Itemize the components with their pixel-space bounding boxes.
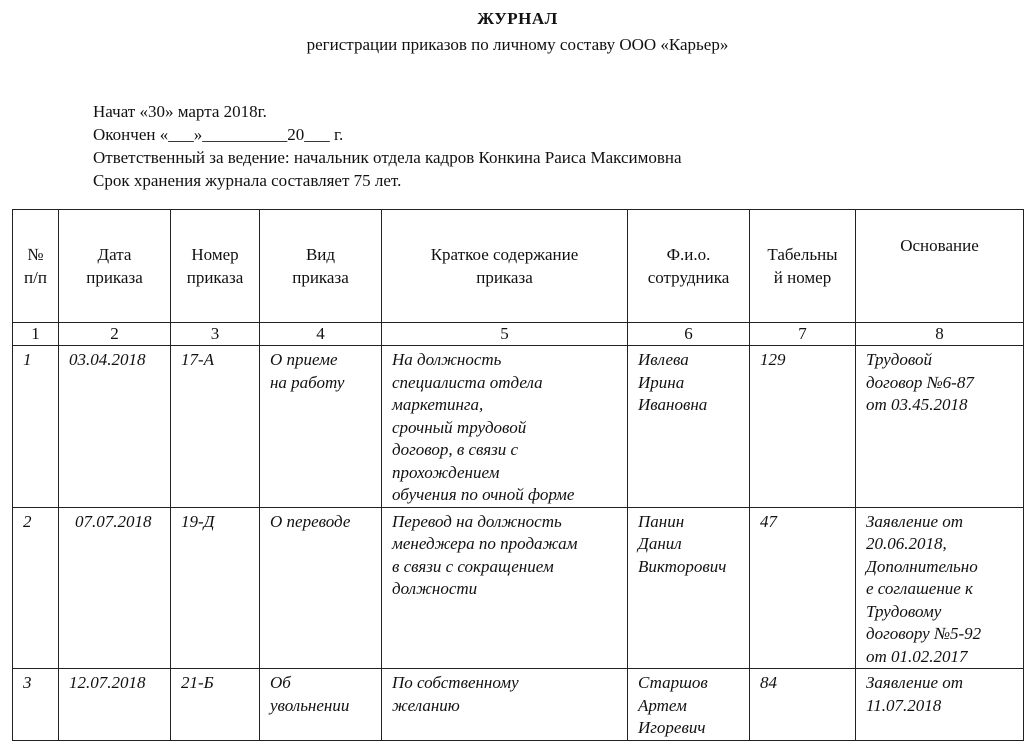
cell-num: 1 xyxy=(13,346,59,508)
table-header-row xyxy=(13,210,1024,323)
journal-meta xyxy=(93,100,682,192)
table-row xyxy=(13,669,1024,741)
cell-employee: Старшов Артем Игоревич xyxy=(628,669,750,741)
cell-tab-number: 129 xyxy=(750,346,856,508)
header-order-type: Вид приказа xyxy=(260,210,382,323)
cell-date: 12.07.2018 xyxy=(59,669,171,741)
column-number: 4 xyxy=(260,323,382,346)
header-num: № п/п xyxy=(13,210,59,323)
cell-tab-number: 47 xyxy=(750,507,856,669)
header-date: Дата приказа xyxy=(59,210,171,323)
journal-subtitle: регистрации приказов по личному составу ООО «Карьер» xyxy=(306,35,729,54)
header-tab-number: Табельны й номер xyxy=(750,210,856,323)
cell-order-type: Об увольнении xyxy=(260,669,382,741)
cell-order-type: О приеме на работу xyxy=(260,346,382,508)
cell-tab-number: 84 xyxy=(750,669,856,741)
header-order-number: Номер приказа xyxy=(171,210,260,323)
cell-summary: На должность специалиста отдела маркетинга, срочный трудовой договор, в связи с прохождением обучения по очной форме xyxy=(382,346,628,508)
cell-date: 03.04.2018 xyxy=(59,346,171,508)
cell-order-number: 17-А xyxy=(171,346,260,508)
cell-employee: Панин Данил Викторович xyxy=(628,507,750,669)
cell-basis: Заявление от 20.06.2018, Дополнительно е соглашение к Трудовому договору №5-92 от 01.02.2017 xyxy=(856,507,1024,669)
column-number: 1 xyxy=(13,323,59,346)
header-employee: Ф.и.о. сотрудника xyxy=(628,210,750,323)
cell-num: 2 xyxy=(13,507,59,669)
column-number: 8 xyxy=(856,323,1024,346)
meta-started: Начат «30» марта 2018г. xyxy=(93,102,267,121)
column-number: 6 xyxy=(628,323,750,346)
journal-title: ЖУРНАЛ xyxy=(477,9,558,28)
header-summary: Краткое содержание приказа xyxy=(382,210,628,323)
meta-finished: Окончен «___»__________20___ г. xyxy=(93,125,344,144)
cell-date: 07.07.2018 xyxy=(59,507,171,669)
column-number: 3 xyxy=(171,323,260,346)
table-row xyxy=(13,507,1024,669)
column-number: 5 xyxy=(382,323,628,346)
cell-employee: Ивлева Ирина Ивановна xyxy=(628,346,750,508)
column-number-row xyxy=(13,323,1024,346)
column-number: 7 xyxy=(750,323,856,346)
cell-basis: Трудовой договор №6-87 от 03.45.2018 xyxy=(856,346,1024,508)
header-basis: Основание xyxy=(856,210,1024,323)
cell-num: 3 xyxy=(13,669,59,741)
column-number: 2 xyxy=(59,323,171,346)
cell-order-number: 21-Б xyxy=(171,669,260,741)
cell-order-number: 19-Д xyxy=(171,507,260,669)
cell-summary: По собственному желанию xyxy=(382,669,628,741)
orders-table xyxy=(12,209,1024,741)
meta-storage-period: Срок хранения журнала составляет 75 лет. xyxy=(93,171,402,190)
meta-responsible: Ответственный за ведение: начальник отдела кадров Конкина Раиса Максимовна xyxy=(93,148,682,167)
cell-order-type: О переводе xyxy=(260,507,382,669)
cell-basis: Заявление от 11.07.2018 xyxy=(856,669,1024,741)
table-row xyxy=(13,346,1024,508)
cell-summary: Перевод на должность менеджера по продажам в связи с сокращением должности xyxy=(382,507,628,669)
